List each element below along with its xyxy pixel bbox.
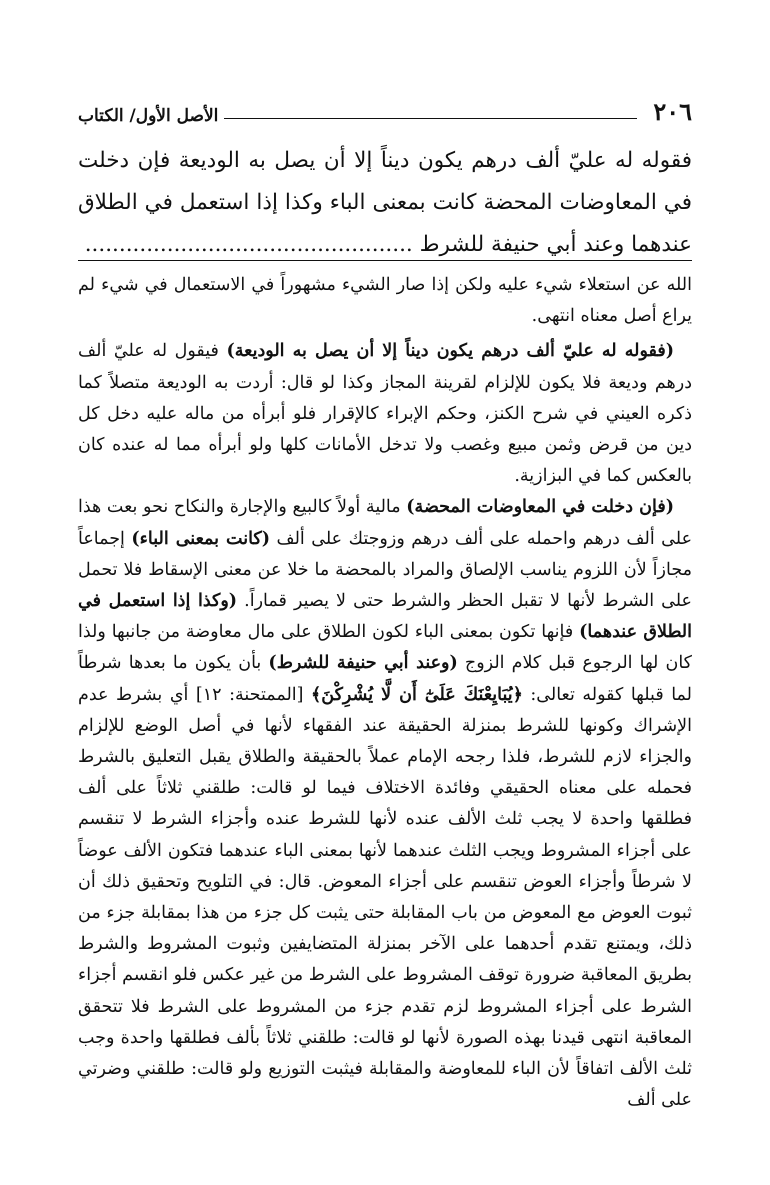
main-text [78, 140, 692, 266]
page-number: ٢٠٦ [653, 97, 692, 126]
header-rule [224, 118, 637, 119]
lemma: (كانت بمعنى الباء) [131, 528, 271, 549]
commentary-text: فإنها تكون بمعنى الباء لكون الطلاق على مال معاوضة من جانبها ولذا كان لها الرجوع قبل كلام الزوج [78, 622, 692, 674]
lemma: (فقوله له عليّ ألف درهم يكون ديناً إلا أن يصل به الوديعة) [226, 341, 674, 362]
commentary-text: فيقول له عليّ ألف درهم وديعة فلا يكون للإلزام لقرينة المجاز وكذا لو قال: أردت به الوديعة متصلاً كما ذكره العيني في شرح الكنز، وحكم الإبراء كالإقرار فلو أبرأه من ماله عليه دخل كل دين من قرض وثمن مبيع وغصب ولا تدخل الأمانات كلها ولو أبرأه مما له عنده كان بالعكس كما في البزازية. [78, 341, 692, 487]
quran-verse: ﴿يُبَايِعْنَكَ عَلَىٰٓ أَن لَّا يُشْرِكْنَ﴾ [311, 684, 523, 705]
running-title: الأصل الأول/ الكتاب [78, 106, 219, 126]
lemma: (وكذا إذا استعمل في الطلاق عندهما) [78, 591, 692, 643]
commentary-text: [الممتحنة: ١٢] أي بشرط عدم الإشراك وكونها للشرط بمنزلة الحقيقة عند الفقهاء لأنها في أصل الوضع للإلزام والجزاء لازم للشرط، فلذا رجحه الإمام عملاً بالحقيقة والطلاق يقبل التعليق بالشرط فحمله على معناه الحقيقي وفائدة الاختلاف فيما لو قالت: طلقني ثلاثاً على ألف فطلقها واحدة لا يجب ثلث الألف عنده لأنها للشرط عنده وأجزاء الشرط لا تنقسم على أجزاء المشروط ويجب الثلث عندهما لأنها بمعنى الباء عندهما فتكون الألف عوضاً لا شرطاً وأجزاء العوض تنقسم على أجزاء المعوض. قال: في التلويح وتحقيق ذلك أن ثبوت العوض مع المعوض من باب المقابلة حتى يثبت كل جزء من هذا بمقابلة جزء من ذلك، ويمتنع تقدم أحدهما على الآخر بمنزلة المتضايفين وثبوت المشروط والشرط بطريق المعاقبة ضرورة توقف المشروط على الشرط من غير عكس فلو انقسم أجزاء الشرط على أجزاء المشروط لزم تقدم جزء من المشروط على الشرط فلا تتحقق المعاقبة انتهى قيدنا بهذه الصورة لأنها لو قالت: طلقني ثلاثاً بألف فطلقها واحدة وجب ثلث الألف اتفاقاً لأن الباء للمعاوضة والمقابلة فيثبت التوزيع ولو قالت: طلقني وضرتي على ألف [78, 684, 692, 1111]
lemma: (وعند أبي حنيفة للشرط) [268, 653, 458, 674]
commentary-paragraph-2 [78, 492, 692, 1116]
commentary-text: إجماعاً مجازاً لأن اللزوم يناسب الإلصاق والمراد بالمحضة ما خلا عن معنى الإسقاط فلا تحمل على الشرط لأنها لا تقبل الحظر والشرط حتى لا يصير قماراً. [78, 528, 692, 612]
commentary-paragraph-1 [78, 336, 692, 492]
lemma: (فإن دخلت في المعاوضات المحضة) [406, 497, 674, 518]
main-text-body: فقوله له عليّ ألف درهم يكون ديناً إلا أن يصل به الوديعة فإن دخلت في المعاوضات المحضة كانت بمعنى الباء وكذا إذا استعمل في الطلاق عندهما وعند أبي حنيفة للشرط [78, 148, 692, 257]
commentary-text: بأن يكون ما بعدها شرطاً لما قبلها كقوله تعالى: [78, 653, 692, 705]
commentary-intro: الله عن استعلاء شيء عليه ولكن إذا صار الشيء مشهوراً في الاستعمال في شيء لم يراع أصل معناه انتهى. [78, 275, 692, 327]
text-divider [78, 260, 692, 261]
commentary [78, 270, 692, 1116]
commentary-text: مالية أولاً كالبيع والإجارة والنكاح نحو بعت هذا على ألف درهم واحمله على ألف درهم وزوجتك على ألف [78, 497, 693, 549]
leader-dots: ................................................ [84, 232, 413, 257]
page-header [78, 92, 692, 126]
